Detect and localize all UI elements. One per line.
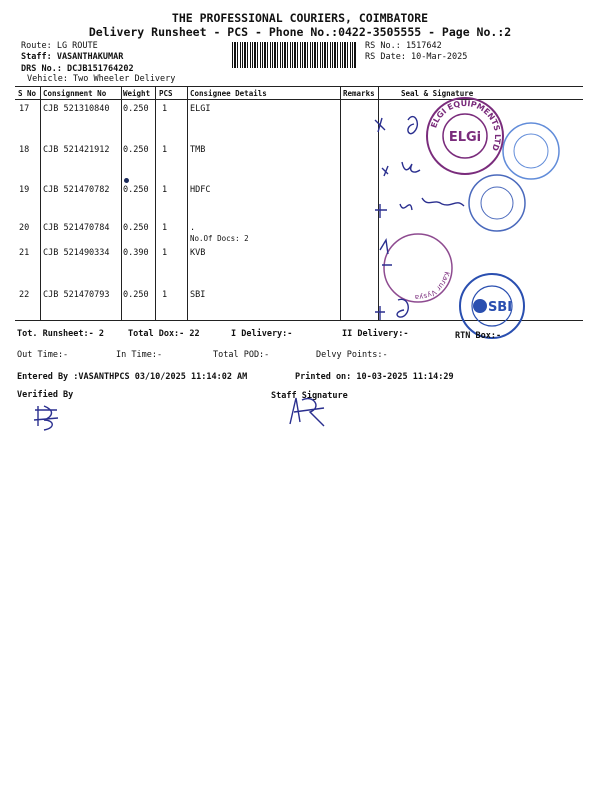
staff-signature [284,394,334,428]
col-divider [155,86,156,320]
row-weight: 0.250 [123,145,149,155]
barcode-image [232,42,356,68]
rs-date: RS Date: 10-Mar-2025 [365,52,468,62]
col-header-sno: S No [18,89,37,98]
row-consignee: HDFC [190,185,211,195]
total-pod: Total POD:- [213,350,270,360]
col-header-consignee: Consignee Details [190,89,267,98]
row-weight: 0.250 [123,104,149,114]
kvb-stamp-ring-text: Karur Vysya [414,270,451,302]
route-label: Route: LG ROUTE [21,41,98,51]
col-divider [187,86,188,320]
rtn-box: RTN Box:- [455,331,502,341]
staff-signature-label: Staff Signature [271,391,348,401]
row-consignee: ELGI [190,104,211,114]
row-pcs: 1 [162,290,168,300]
col-divider [121,86,122,320]
verified-by-label: Verified By [17,390,74,400]
row-consignment: CJB 521470784 [43,223,110,233]
elgi-stamp-ring-text: ELGI EQUIPMENTS LTD [429,98,503,153]
col-divider [340,86,341,320]
row-sno: 19 [19,185,30,195]
row-pcs: 1 [162,223,168,233]
out-time: Out Time:- [17,350,69,360]
col-header-pcs: PCS [159,89,173,98]
row-weight: 0.250 [123,223,149,233]
staff-label: Staff: VASANTHAKUMAR [21,52,124,62]
runsheet-subtitle: Delivery Runsheet - PCS - Phone No.:0422-3505555 - Page No.:2 [88,25,512,39]
vehicle-label: Vehicle: Two Wheeler Delivery [27,74,176,84]
col-header-remarks: Remarks [343,89,375,98]
row-sno: 18 [19,145,30,155]
row-docs-count: No.Of Docs: 2 [190,234,249,243]
entered-by: Entered By :VASANTHPCS 03/10/2025 11:14:02 AM [17,372,248,382]
ink-dot [124,178,129,183]
company-title: THE PROFESSIONAL COURIERS, COIMBATORE [171,11,429,25]
row-pcs: 1 [162,145,168,155]
tot-runsheet: Tot. Runsheet:- 2 [17,329,104,339]
row-consignee: SBI [190,290,206,300]
row-consignment: CJB 521490334 [43,248,110,258]
i-delivery: I Delivery:- [231,329,293,339]
row-sno: 20 [19,223,30,233]
in-time: In Time:- [116,350,163,360]
row-sno: 17 [19,104,30,114]
row-pcs: 1 [162,104,168,114]
table-top-border [15,86,583,87]
sbi-stamp-logo: SBI [487,300,513,315]
delvy-points: Delvy Points:- [316,350,388,360]
row-weight: 0.250 [123,290,149,300]
row-consignee: KVB [190,248,206,258]
col-header-weight: Weight [123,89,151,98]
printed-on: Printed on: 10-03-2025 11:14:29 [295,372,454,382]
row-weight: 0.250 [123,185,149,195]
col-divider [40,86,41,320]
row-consignee: TMB [190,145,206,155]
ii-delivery: II Delivery:- [342,329,409,339]
verifier-signature [30,402,70,432]
row-pcs: 1 [162,185,168,195]
col-header-consignment: Consignment No [43,89,107,98]
total-dox: Total Dox:- 22 [128,329,200,339]
row-consignee: . [190,223,196,233]
handwritten-signatures [370,100,513,330]
row-pcs: 1 [162,248,168,258]
drs-number: DRS No.: DCJB151764202 [21,64,134,74]
row-sno: 22 [19,290,30,300]
row-consignment: CJB 521470782 [43,185,110,195]
row-consignment: CJB 521421912 [43,145,110,155]
col-header-seal: Seal & Signature [401,89,474,98]
row-sno: 21 [19,248,30,258]
row-consignment: CJB 521310840 [43,104,110,114]
row-consignment: CJB 521470793 [43,290,110,300]
rs-number: RS No.: 1517642 [365,41,442,51]
row-weight: 0.390 [123,248,149,258]
elgi-stamp-logo: ELGi [448,130,482,145]
